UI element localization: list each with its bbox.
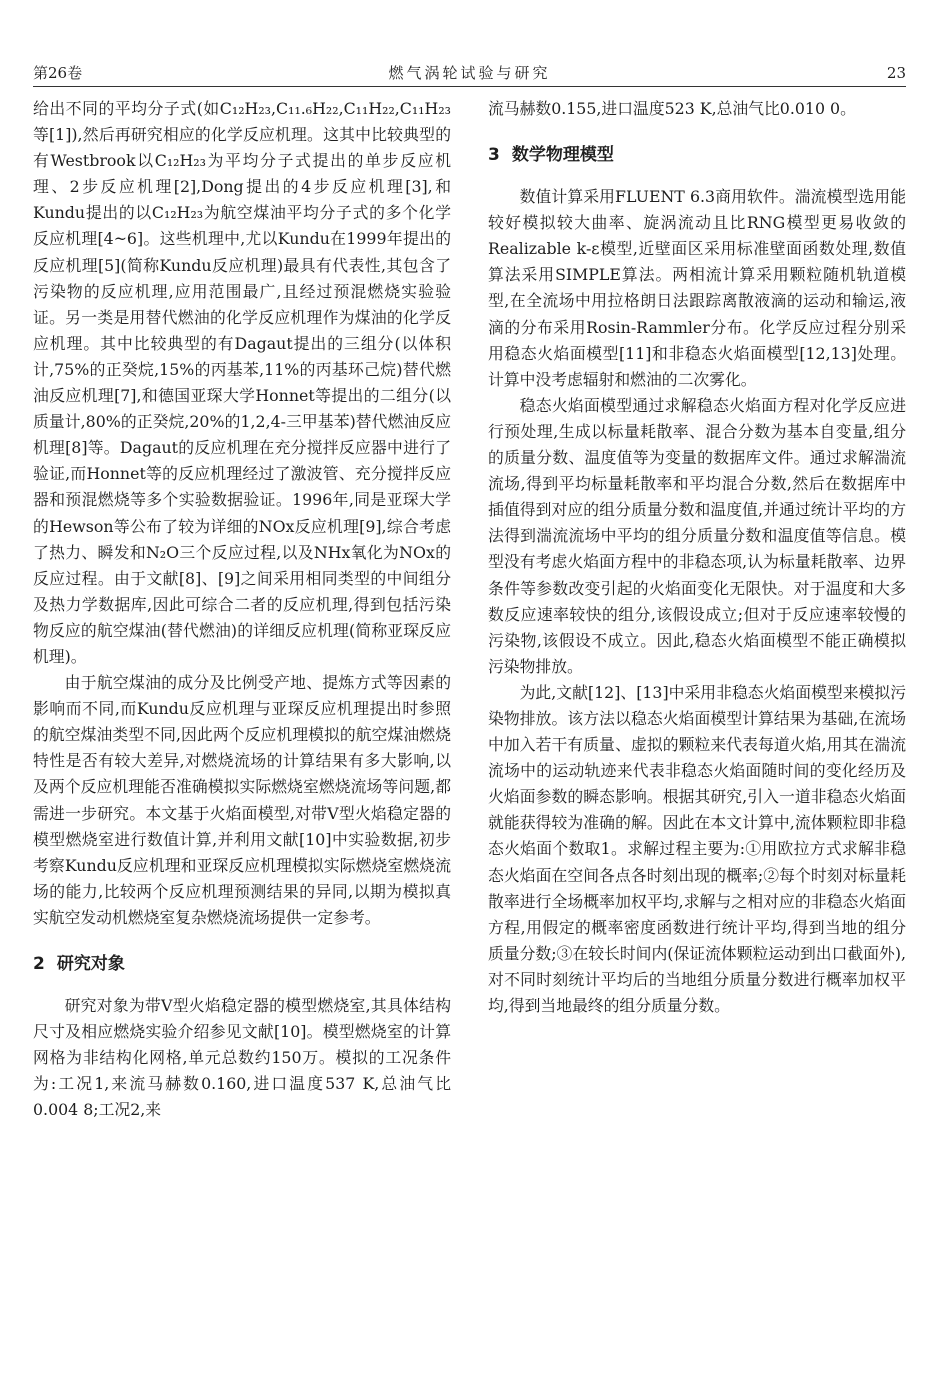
section-heading — [488, 142, 906, 168]
section-number: 2 — [33, 954, 45, 974]
section-heading — [33, 951, 451, 977]
left-column — [33, 96, 451, 1123]
page-header — [33, 62, 906, 84]
paragraph: 研究对象为带V型火焰稳定器的模型燃烧室,其具体结构尺寸及相应燃烧实验介绍参见文献[10]。模型燃烧室的计算网格为非结构化网格,单元总数约150万。模拟的工况条件为:工况1,来流马赫数0.160,进口温度537 K,总油气比0.004 8;工况2,来 — [33, 996, 451, 1120]
paragraph: 为此,文献[12]、[13]中采用非稳态火焰面模型来模拟污染物排放。该方法以稳态火焰面模型计算结果为基础,在流场中加入若干有质量、虚拟的颗粒来代表每道火焰,用其在湍流流场中的运动轨迹来代表非稳态火焰面随时间的变化经历及火焰面参数的瞬态影响。根据其研究,引入一道非稳态火焰面就能获得较为准确的解。因此在本文计算中,流体颗粒即非稳态火焰面个数取1。求解过程主要为:①用欧拉方式求解非稳态火焰面在空间各点各时刻出现的概率;②每个时刻对标量耗散率进行全场概率加权平均,求解与之相对应的非稳态火焰面方程,用假定的概率密度函数进行统计平均,得到当地的组分质量分数;③在较长时间内(保证流体颗粒运动到出口截面外),对不同时刻统计平均后的当地组分质量分数进行概率加权平均,得到当地最终的组分质量分数。 — [488, 682, 906, 1015]
section-title: 研究对象 — [56, 954, 125, 974]
paragraph: 稳态火焰面模型通过求解稳态火焰面方程对化学反应进行预处理,生成以标量耗散率、混合分数为基本自变量,组分的质量分数、温度值等为变量的数据库文件。通过求解湍流流场,得到平均标量耗散率和平均混合分数,然后在数据库中插值得到对应的组分质量分数和温度值,并通过统计平均的方法得到湍流流场中平均的组分质量分数和温度值等信息。模型没有考虑火焰面方程中的非稳态项,认为标量耗散率、边界条件等参数改变引起的火焰面变化无限快。对于温度和大多数反应速率较快的组分,该假设成立;但对于反应速率较慢的污染物,该假设不成立。因此,稳态火焰面模型不能正确模拟污染物排放。 — [488, 395, 906, 676]
journal-title: 燃气涡轮试验与研究 — [388, 64, 551, 82]
right-column — [488, 96, 906, 1019]
paragraph: 流马赫数0.155,进口温度523 K,总油气比0.010 0。 — [488, 99, 856, 118]
section-number: 3 — [488, 145, 500, 166]
header-rule — [33, 86, 906, 87]
section-title: 数学物理模型 — [511, 145, 614, 166]
paragraph: 由于航空煤油的成分及比例受产地、提炼方式等因素的影响而不同,而Kundu反应机理与亚琛反应机理提出时参照的航空煤油类型不同,因此两个反应机理模拟的航空煤油燃烧特性是否有较大差异,对燃烧流场的计算结果有多大影响,以及两个反应机理能否准确模拟实际燃烧室燃烧流场等问题,都需进一步研究。本文基于火焰面模型,对带V型火焰稳定器的模型燃烧室进行数值计算,并利用文献[10]中实验数据,初步考察Kundu反应机理和亚琛反应机理模拟实际燃烧室燃烧流场的能力,比较两个反应机理预测结果的异同,以期为模拟真实航空发动机燃烧室复杂燃烧流场提供一定参考。 — [33, 673, 451, 927]
paragraph: 数值计算采用FLUENT 6.3商用软件。湍流模型选用能较好模拟较大曲率、旋涡流动且比RNG模型更易收敛的Realizable k-ε模型,近壁面区采用标准壁面函数处理,数值算法采用SIMPLE算法。两相流计算采用颗粒随机轨道模型,在全流场中用拉格朗日法跟踪离散液滴的运动和输运,液滴的分布采用Rosin-Rammler分布。化学反应过程分别采用稳态火焰面模型[11]和非稳态火焰面模型[12,13]处理。计算中没考虑辐射和燃油的二次雾化。 — [488, 187, 906, 389]
paragraph: 给出不同的平均分子式(如C₁₂H₂₃,C₁₁.₆H₂₂,C₁₁H₂₂,C₁₁H₂₃等[1]),然后再研究相应的化学反应机理。这其中比较典型的有Westbrook以C₁₂H₂₃为平均分子式提出的单步反应机理、2步反应机理[2],Dong提出的4步反应机理[3],和Kundu提出的以C₁₂H₂₃为航空煤油平均分子式的多个化学反应机理[4~6]。这些机理中,尤以Kundu在1999年提出的反应机理[5](简称Kundu反应机理)最具有代表性,其包含了污染物的反应机理,应用范围最广,且经过预混燃烧实验验证。另一类是用替代燃油的化学反应机理作为煤油的化学反应机理。其中比较典型的有Dagaut提出的三组分(以体积计,75%的正癸烷,15%的丙基苯,11%的丙基环己烷)替代燃油反应机理[7],和德国亚琛大学Honnet等提出的二组分(以质量计,80%的正癸烷,20%的1,2,4-三甲基苯)替代燃油反应机理[8]等。Dagaut的反应机理在充分搅拌反应器中进行了验证,而Honnet等的反应机理经过了激波管、充分搅拌反应器和预混燃烧等多个实验数据验证。1996年,同是亚琛大学的Hewson等公布了较为详细的NOx反应机理[9],综合考虑了热力、瞬发和N₂O三个反应过程,以及NHx氧化为NOx的反应过程。由于文献[8]、[9]之间采用相同类型的中间组分及热力学数据库,因此可综合二者的反应机理,得到包括污染物反应的航空煤油(替代燃油)的详细反应机理(简称亚琛反应机理)。 — [33, 99, 451, 666]
page-number: 23 — [886, 64, 906, 82]
volume-label: 第26卷 — [33, 64, 83, 82]
